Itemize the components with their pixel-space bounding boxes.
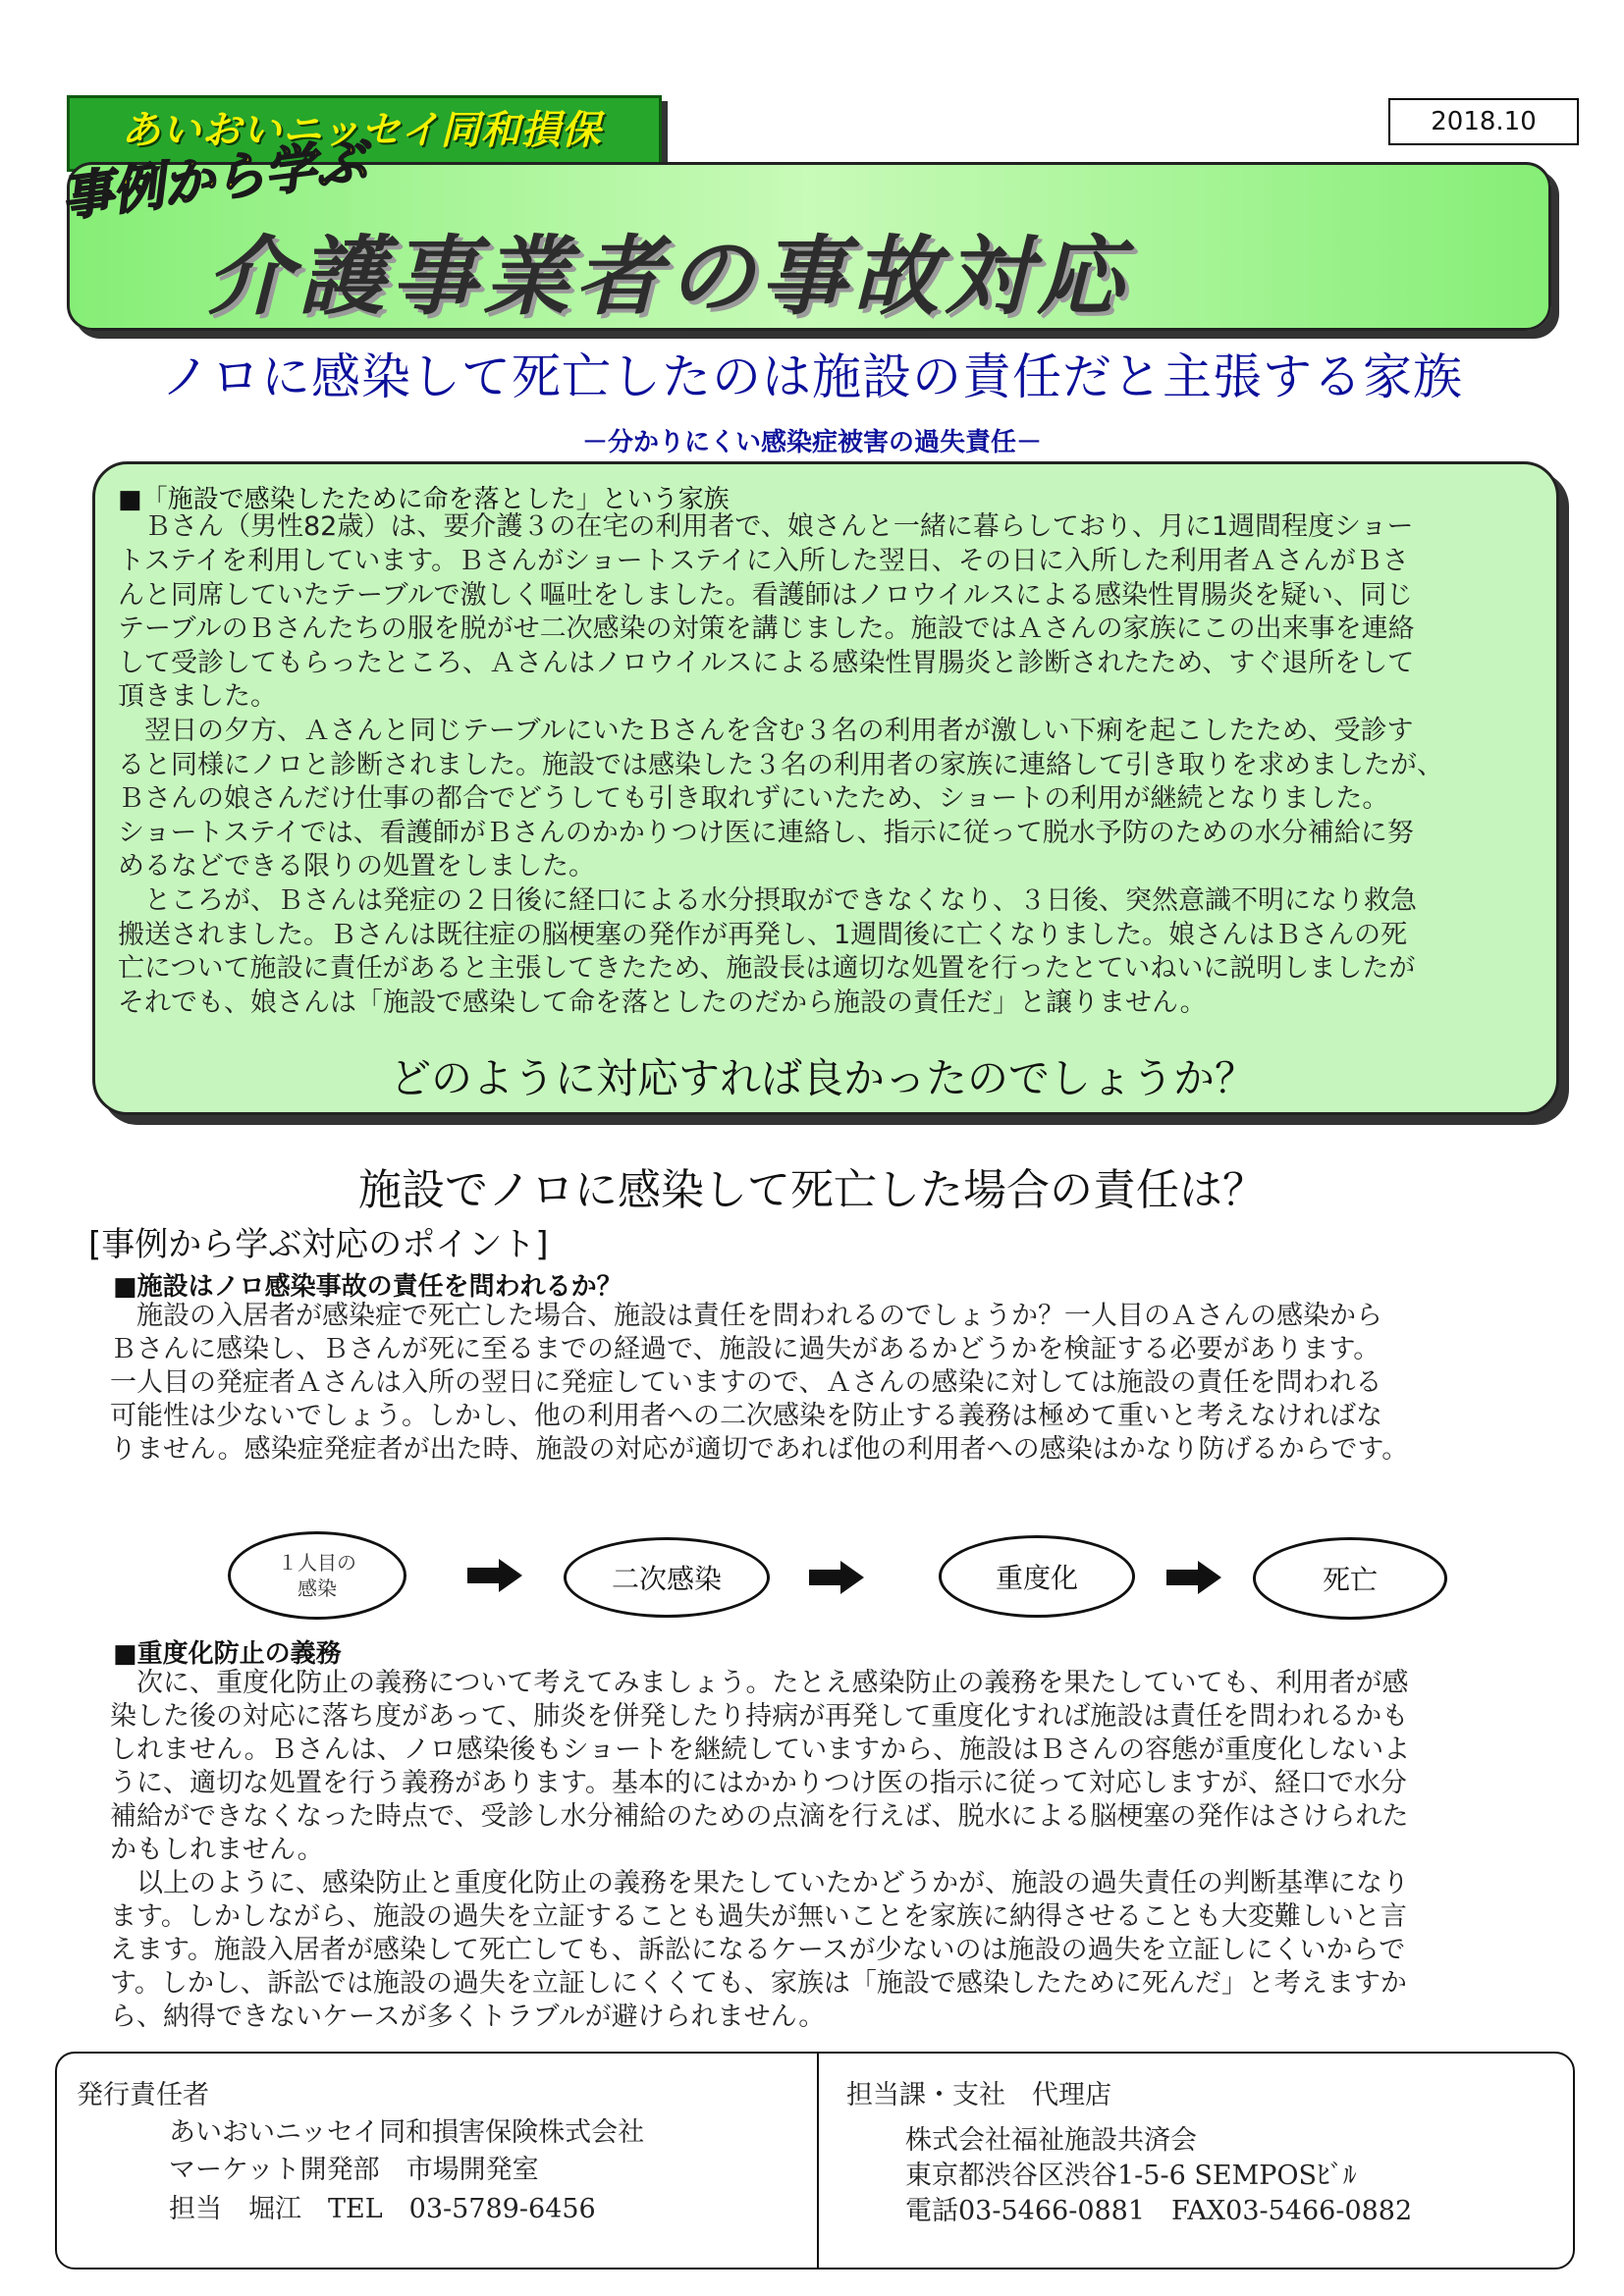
section2-line: 以上のように、感染防止と重度化防止の義務を果たしていたかどうかが、施設の過失責任の判断基準になり: [110, 1868, 1409, 1898]
section1-line: Ｂさんに感染し、Ｂさんが死に至るまでの経過で、施設に過失があるかどうかを検証する必要があります。: [110, 1334, 1380, 1364]
footer-divider: [817, 2054, 819, 2268]
case-paragraph-line: テーブルのＢさんたちの服を脱がせ二次感染の対策を講じました。施設ではＡさんの家族にこの出来事を連絡: [118, 614, 1415, 644]
case-paragraph-line: Ｂさんの娘さんだけ仕事の都合でどうしても引き取れずにいたため、ショートの利用が継続となりました。: [118, 783, 1389, 814]
arrow-right-icon: [1166, 1561, 1221, 1594]
flow-step-death: 死亡: [1253, 1537, 1447, 1620]
case-question: どのように対応すれば良かったのでしょうか？: [389, 1054, 1256, 1102]
case-paragraph-line: ところが、Ｂさんは発症の２日後に経口による水分摂取ができなくなり、３日後、突然意識不明になり救急: [118, 885, 1417, 916]
case-paragraph-line: して受診してもらったところ、Ａさんはノロウイルスによる感染性胃腸炎と診断されたため、すぐ退所をして: [118, 648, 1415, 678]
flow-step-secondary-infection: 二次感染: [564, 1537, 770, 1618]
issue-date: 2018.10: [1388, 98, 1579, 145]
series-title: 介護事業者の事故対応: [206, 226, 1130, 327]
section2-line: えます。施設入居者が感染して死亡しても、訴訟になるケースが少ないのは施設の過失を立証しにくいからで: [110, 1935, 1406, 1965]
case-heading: ■「施設で感染したために命を落とした」という家族: [118, 485, 730, 514]
arrow-right-icon: [467, 1559, 522, 1592]
section2-line: かもしれません。: [110, 1835, 324, 1865]
case-paragraph-line: 翌日の夕方、Ａさんと同じテーブルにいたＢさんを含む３名の利用者が激しい下痢を起こしたため、受診す: [118, 716, 1414, 746]
section2-line: す。しかし、訴訟では施設の過失を立証しにくくても、家族は「施設で感染したために死んだ」と考えますか: [110, 1968, 1407, 1999]
arrow-right-icon: [809, 1561, 864, 1594]
section1-line: 可能性は少ないでしょう。しかし、他の利用者への二次感染を防止する義務は極めて重いと考えなければな: [110, 1401, 1382, 1431]
flow-step-first-infection-line1: １人目の: [278, 1551, 356, 1575]
section1-line: りません。感染症発症者が出た時、施設の対応が適切であれば他の利用者への感染はかなり防げるからです。: [110, 1434, 1409, 1465]
flow-step-aggravation: 重度化: [939, 1535, 1135, 1618]
case-paragraph-line: トステイを利用しています。Ｂさんがショートステイに入所した翌日、その日に入所した利用者ＡさんがＢさ: [118, 546, 1409, 576]
section2-line: うに、適切な処置を行う義務があります。基本的にはかかりつけ医の指示に従って対応しますが、経口で水分: [110, 1768, 1407, 1798]
section2-line: 次に、重度化防止の義務について考えてみましょう。たとえ感染防止の義務を果たしていても、利用者が感: [110, 1668, 1409, 1698]
publisher-label: 発行責任者: [77, 2080, 209, 2110]
publisher-department: マーケット開発部 市場開発室: [169, 2155, 539, 2185]
article-title: ノロに感染して死亡したのは施設の責任だと主張する家族: [161, 348, 1463, 405]
brand-name: あいおいニッセイ同和損保: [121, 108, 602, 153]
section2-line: 染した後の対応に落ち度があって、肺炎を併発したり持病が再発して重度化すれば施設は責任を問われるかも: [110, 1701, 1409, 1732]
points-title: [事例から学ぶ対応のポイント]: [88, 1225, 549, 1264]
flow-step-first-infection: [228, 1531, 406, 1620]
case-paragraph-line: めるなどできる限りの処置をしました。: [118, 851, 595, 881]
publisher-contact: 担当 堀江 TEL 03-5789-6456: [169, 2194, 596, 2224]
flow-step-first-infection-line2: 感染: [298, 1576, 337, 1600]
section1-line: 一人目の発症者Ａさんは入所の翌日に発症していますので、Ａさんの感染に対しては施設の責任を問われる: [110, 1367, 1382, 1398]
section1-line: 施設の入居者が感染症で死亡した場合、施設は責任を問われるのでしょうか？一人目のＡさんの感染から: [110, 1301, 1382, 1331]
case-paragraph-line: んと同席していたテーブルで激しく嘔吐をしました。看護師はノロウイルスによる感染性胃腸炎を疑い、同じ: [118, 580, 1413, 611]
section2-line: しれません。Ｂさんは、ノロ感染後もショートを継続していますから、施設はＢさんの容態が重度化しないよ: [110, 1735, 1411, 1765]
agent-company: 株式会社福祉施設共済会: [905, 2125, 1197, 2156]
case-paragraph-line: 亡について施設に責任があると主張してきたため、施設長は適切な処置を行ったとていねいに説明しましたが: [118, 953, 1416, 984]
section2-heading: ■重度化防止の義務: [113, 1639, 342, 1669]
case-paragraph-line: ると同様にノロと診断されました。施設では感染した３名の利用者の家族に連絡して引き取りを求めましたが、: [118, 750, 1443, 780]
article-subtitle: －分かりにくい感染症被害の過失責任－: [581, 428, 1042, 457]
agent-contact: 電話03-5466-0881 FAX03-5466-0882: [905, 2196, 1413, 2226]
publisher-company: あいおいニッセイ同和損害保険株式会社: [169, 2117, 645, 2148]
agent-address: 東京都渋谷区渋谷1-5-6 SEMPOSﾋﾞﾙ: [905, 2161, 1357, 2191]
section-title: 施設でノロに感染して死亡した場合の責任は？: [358, 1165, 1266, 1215]
section2-line: 補給ができなくなった時点で、受診し水分補給のための点滴を行えば、脱水による脳梗塞の発作はさけられた: [110, 1801, 1409, 1832]
case-paragraph-line: ショートステイでは、看護師がＢさんのかかりつけ医に連絡し、指示に従って脱水予防のための水分補給に努: [118, 818, 1414, 848]
case-paragraph-line: それでも、娘さんは「施設で感染して命を落としたのだから施設の責任だ」と譲りません。: [118, 988, 1207, 1018]
section2-line: ら、納得できないケースが多くトラブルが避けられません。: [110, 2002, 826, 2032]
case-paragraph-line: 頂きました。: [118, 681, 277, 712]
section1-heading: ■施設はノロ感染事故の責任を問われるか？: [113, 1272, 623, 1302]
agent-label: 担当課・支社 代理店: [846, 2080, 1111, 2110]
section2-line: ます。しかしながら、施設の過失を立証することも過失が無いことを家族に納得させることも大変難しいと言: [110, 1901, 1407, 1932]
case-paragraph-line: Ｂさん（男性82歳）は、要介護３の在宅の利用者で、娘さんと一緒に暮らしており、月に1週間程度ショー: [118, 511, 1414, 542]
case-paragraph-line: 搬送されました。Ｂさんは既往症の脳梗塞の発作が再発し、1週間後に亡くなりました。娘さんはＢさんの死: [118, 920, 1408, 950]
series-subtitle: 事例から学ぶ: [58, 132, 370, 229]
